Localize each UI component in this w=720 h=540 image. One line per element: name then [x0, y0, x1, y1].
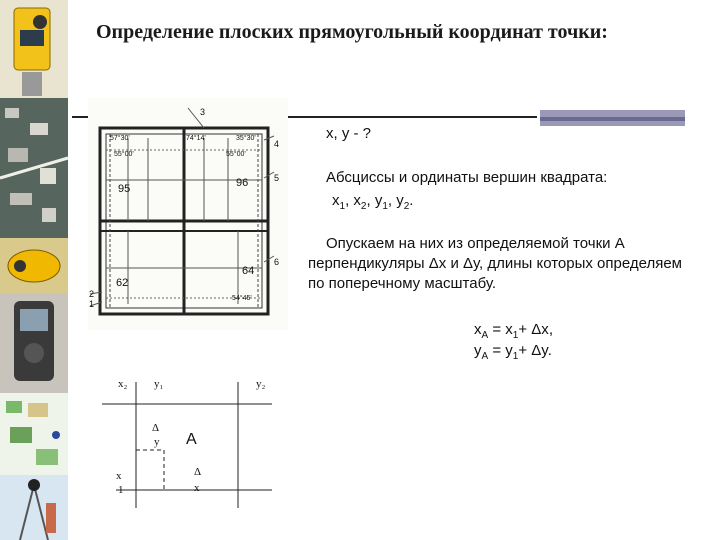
map-label: 95	[118, 183, 131, 195]
formula-xa: $x_A = x_1+ \Delta x$,	[474, 321, 553, 341]
surveyor-image	[0, 475, 68, 540]
formula-ya: $y_A = y_1+ \Delta y$.	[474, 342, 552, 362]
label-y1: y₁	[154, 378, 164, 390]
map-label: 74°14'	[186, 135, 206, 142]
map-label: 64	[242, 265, 255, 277]
topographic-map	[88, 98, 288, 330]
map-label: 96	[236, 177, 249, 189]
label-x2: x₂	[118, 378, 128, 390]
gps-device-image	[0, 293, 68, 393]
label-point-a: A	[186, 431, 197, 448]
page-title: Определение плоских прямоугольный координат точки:	[96, 21, 608, 43]
map-label: 54°45'	[232, 295, 252, 302]
map-label: 57°30'	[110, 135, 130, 142]
question-text: х, у - ?	[326, 125, 372, 142]
map-label: 6	[274, 257, 280, 267]
map-label: 55°00'	[226, 151, 246, 158]
vertices-label: Абсциссы и ординаты вершин квадрата:	[326, 169, 608, 186]
label-x1-top: x	[116, 470, 122, 482]
label-delta-y-bottom: y	[154, 436, 160, 448]
map-label: 2	[89, 289, 95, 299]
map-label: 1	[89, 299, 95, 309]
map-label: 55°00'	[114, 151, 134, 158]
perpendicular-text: Опускаем на них из определяемой точки А перпендикуляры Δх и Δу, длины которых определяем по поперечному масштабу.	[308, 235, 682, 292]
map-label: 62	[116, 277, 129, 289]
label-y2: y₂	[256, 378, 266, 390]
label-delta-y-top: Δ	[152, 422, 160, 434]
map-label: 3	[200, 107, 206, 117]
level-instrument-image	[0, 238, 68, 293]
aerial-photo-image	[0, 98, 68, 238]
vertices-vars: $x_1$, $x_2$, $y_1$, $y_2$.	[332, 192, 414, 212]
sidebar	[0, 0, 68, 540]
label-x1-bottom: 1	[118, 484, 124, 496]
label-delta-x-top: Δ	[194, 466, 202, 478]
label-delta-x-bottom: x	[194, 482, 200, 494]
map-label: 5	[274, 173, 280, 183]
map-label: 4	[274, 139, 280, 149]
total-station-image	[0, 0, 68, 98]
coordinate-diagram	[102, 368, 292, 508]
map-fragment-image	[0, 393, 68, 475]
map-label: 35°30'	[236, 135, 256, 142]
accent-bar-stripe	[540, 117, 685, 121]
